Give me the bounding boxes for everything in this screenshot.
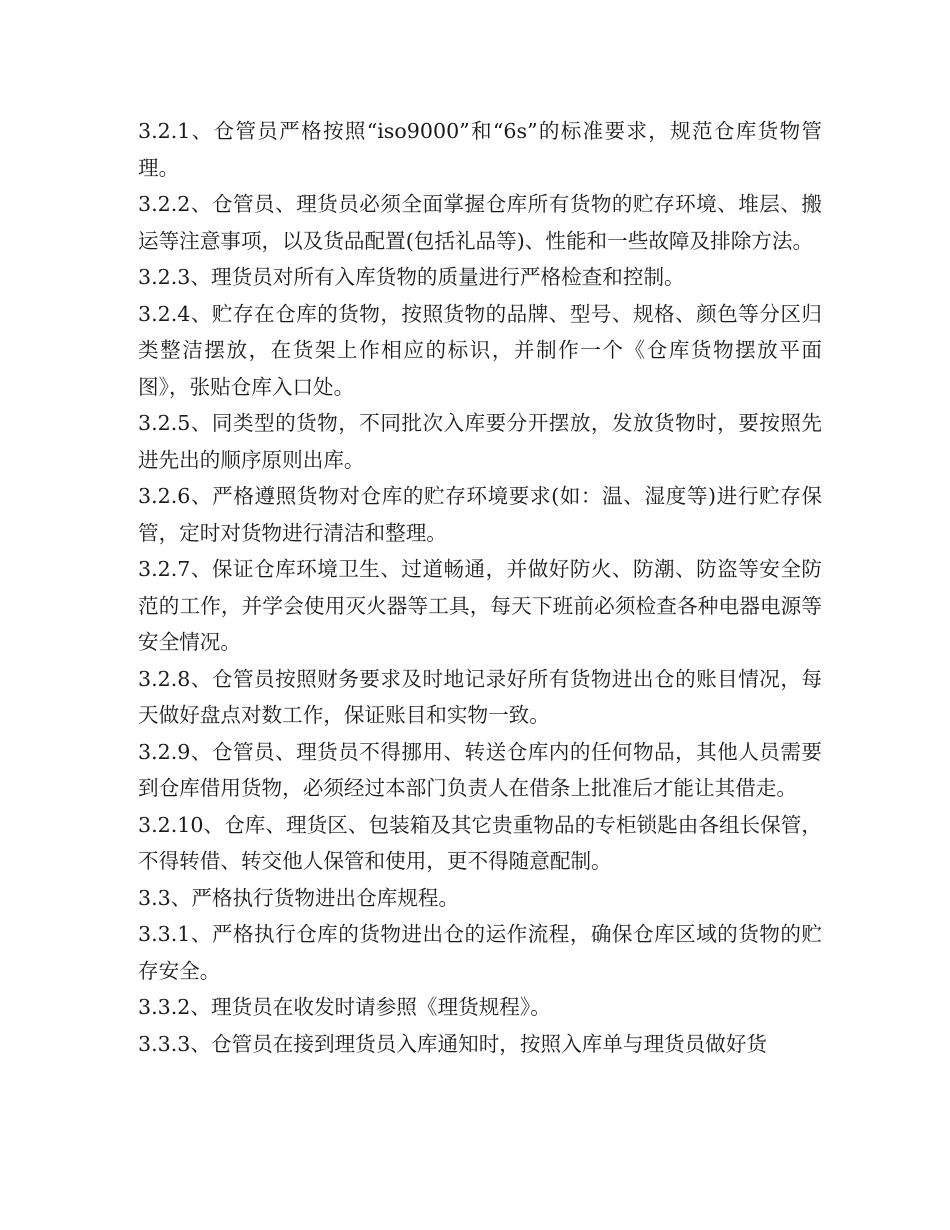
paragraph-3-2-2: 3.2.2、仓管员、理货员必须全面掌握仓库所有货物的贮存环境、堆层、搬运等注意事项，以及货品配置(包括礼品等)、性能和一些故障及排除方法。 bbox=[138, 192, 822, 253]
paragraph-3-2-4: 3.2.4、贮存在仓库的货物，按照货物的品牌、型号、规格、颜色等分区归类整洁摆放，在货架上作相应的标识，并制作一个《仓库货物摆放平面图》，张贴仓库入口处。 bbox=[138, 301, 822, 399]
paragraph-3-2-6: 3.2.6、严格遵照货物对仓库的贮存环境要求(如：温、湿度等)进行贮存保管，定时对货物进行清洁和整理。 bbox=[138, 484, 822, 545]
paragraph-3-3-1: 3.3.1、严格执行仓库的货物进出仓的运作流程，确保仓库区域的货物的贮存安全。 bbox=[138, 922, 822, 983]
document-body bbox=[138, 113, 822, 1062]
paragraph-3-2-5: 3.2.5、同类型的货物，不同批次入库要分开摆放，发放货物时，要按照先进先出的顺序原则出库。 bbox=[138, 411, 822, 472]
section-heading-3-3: 3.3、严格执行货物进出仓库规程。 bbox=[138, 885, 460, 910]
paragraph-3-2-3: 3.2.3、理货员对所有入库货物的质量进行严格检查和控制。 bbox=[138, 265, 685, 289]
paragraph-3-3-2: 3.3.2、理货员在收发时请参照《理货规程》。 bbox=[138, 995, 551, 1019]
paragraph-3-2-1: 3.2.1、仓管员严格按照“iso9000”和“6s”的标准要求，规范仓库货物管理。 bbox=[138, 119, 822, 180]
paragraph-3-2-7: 3.2.7、保证仓库环境卫生、过道畅通，并做好防火、防潮、防盗等安全防范的工作，并学会使用灭火器等工具，每天下班前必须检查各种电器电源等安全情况。 bbox=[138, 557, 822, 654]
paragraph-3-2-10: 3.2.10、仓库、理货区、包装箱及其它贵重物品的专柜锁匙由各组长保管，不得转借、转交他人保管和使用，更不得随意配制。 bbox=[138, 812, 822, 873]
paragraph-3-2-9: 3.2.9、仓管员、理货员不得挪用、转送仓库内的任何物品，其他人员需要到仓库借用货物，必须经过本部门负责人在借条上批准后才能让其借走。 bbox=[138, 739, 822, 800]
paragraph-3-3-3: 3.3.3、仓管员在接到理货员入库通知时，按照入库单与理货员做好货 bbox=[138, 1031, 768, 1056]
paragraph-3-2-8: 3.2.8、仓管员按照财务要求及时地记录好所有货物进出仓的账目情况，每天做好盘点对数工作，保证账目和实物一致。 bbox=[138, 666, 822, 727]
